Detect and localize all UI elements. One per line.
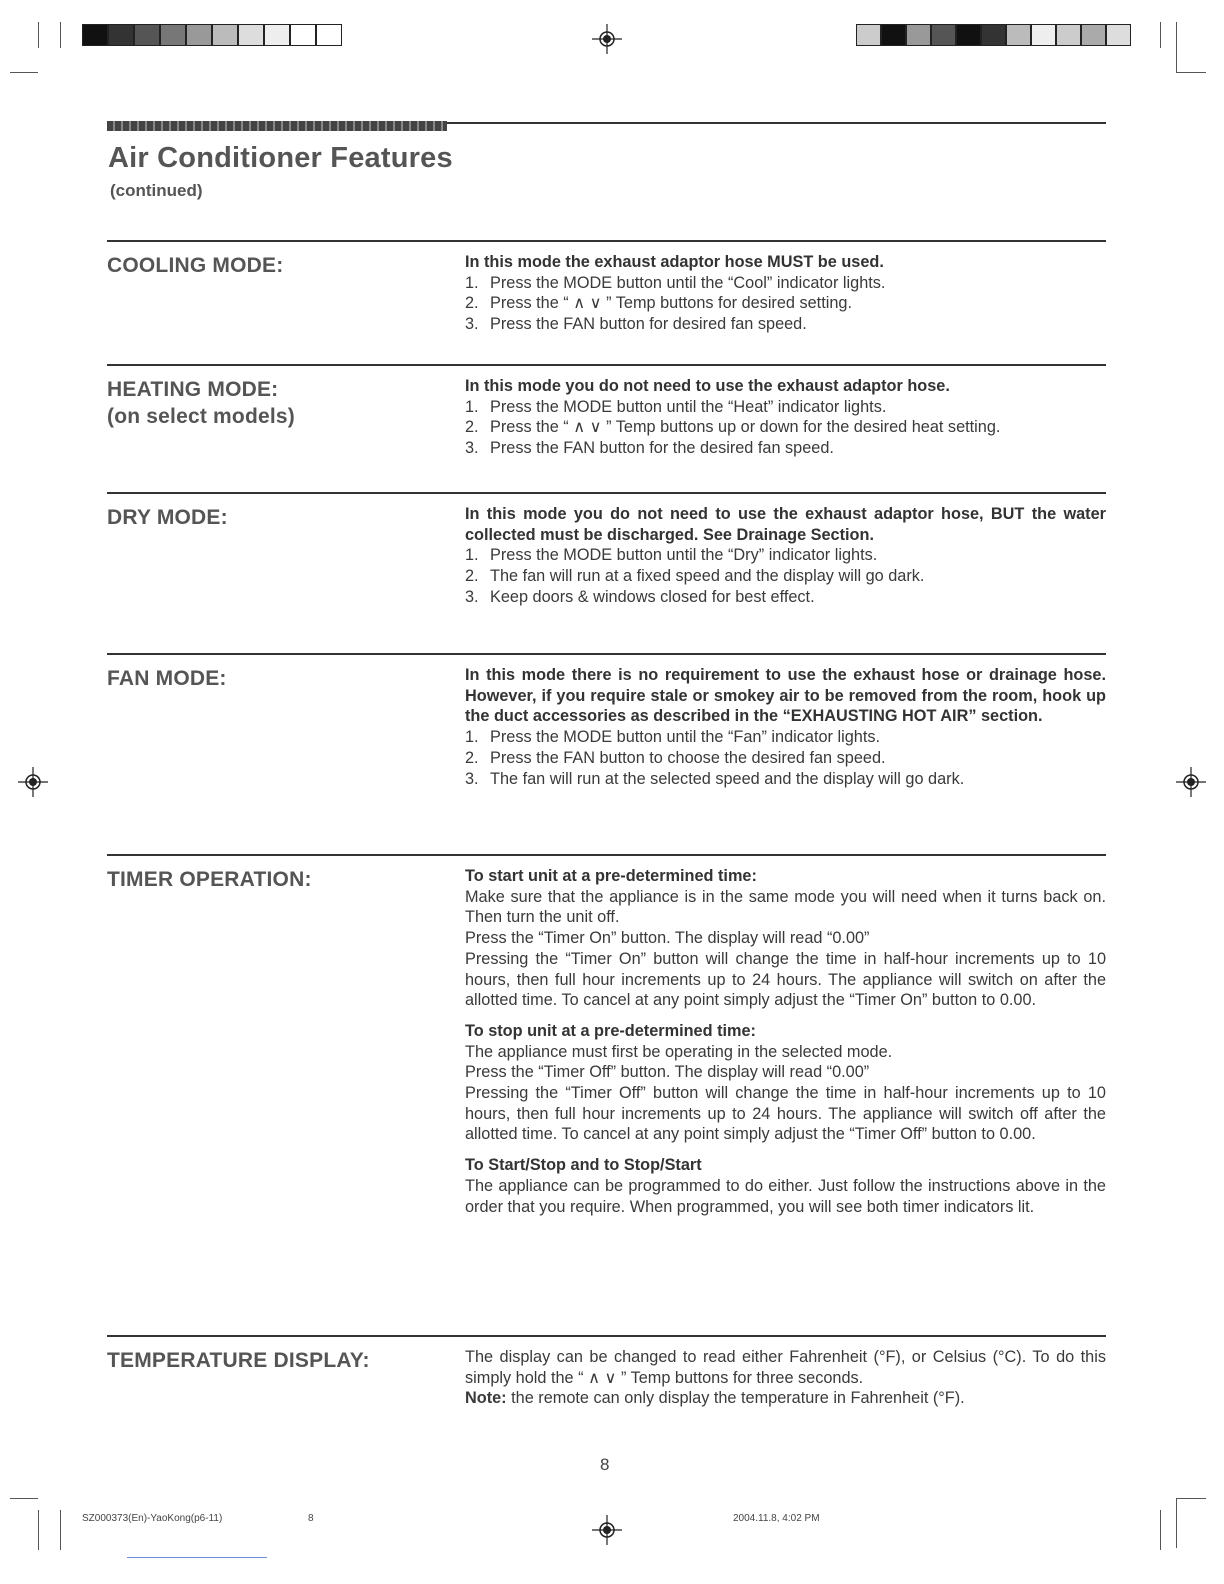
section-lead: In this mode you do not need to use the exhaust adaptor hose, BUT the water collected must be discharged. See Drainage Section.	[465, 505, 1106, 544]
list-item: 2. Press the “ ∧ ∨ ” Temp buttons for desired setting.	[465, 294, 852, 313]
section-label: TEMPERATURE DISPLAY:	[107, 1349, 370, 1372]
section-label: HEATING MODE: (on select models)	[107, 378, 295, 428]
paragraph: Make sure that the appliance is in the same mode you will need when it turns back on. Then turn the unit off.	[465, 887, 1106, 927]
paragraph: The appliance must first be operating in the selected mode.	[465, 1042, 893, 1061]
paragraph: The appliance can be programmed to do either. Just follow the instructions above in the order that you require. When programmed, you will see both timer indicators lit.	[465, 1176, 1106, 1216]
page-title: Air Conditioner Features	[108, 142, 453, 174]
paragraph: Pressing the “Timer On” button will change the time in half-hour increments up to 10 hours, then full hour increments up to 24 hours. The appliance will switch on after the allotted time. To cancel at any point simply adjust the “Timer On” button to 0.00.	[465, 949, 1106, 1010]
section-cooling-mode	[107, 240, 1106, 352]
file-code: SZ000373(En)-YaoKong(p6-11)	[82, 1513, 223, 1524]
section-body	[465, 376, 1106, 459]
print-timestamp: 2004.11.8, 4:02 PM	[733, 1513, 820, 1524]
subsection-heading: To start unit at a pre-determined time:	[465, 867, 757, 885]
section-lead: In this mode you do not need to use the exhaust adaptor hose.	[465, 377, 950, 395]
list-item: 2. Press the FAN button to choose the desired fan speed.	[465, 748, 886, 767]
list-item: 3. Press the FAN button for desired fan speed.	[465, 315, 807, 334]
section-label: FAN MODE:	[107, 667, 227, 690]
section-body	[465, 1347, 1106, 1409]
color-bar-left	[82, 24, 342, 46]
paragraph: Pressing the “Timer Off” button will change the time in half-hour increments up to 10 hours, then full hour increments up to 24 hours. The appliance will switch off after the allotted time. To cancel at any point simply adjust the “Timer Off” button to 0.00.	[465, 1084, 1106, 1144]
header-rule-thin	[447, 122, 1106, 124]
section-body	[465, 866, 1106, 1217]
section-label: COOLING MODE:	[107, 254, 284, 277]
paragraph: Press the “Timer Off” button. The display will read “0.00”	[465, 1063, 870, 1082]
paragraph: Press the “Timer On” button. The display will read “0.00”	[465, 929, 870, 948]
page-number: 8	[600, 1455, 610, 1474]
registration-mark-icon	[1176, 767, 1206, 797]
paragraph: The display can be changed to read either Fahrenheit (°F), or Celsius (°C). To do this simply hold the “ ∧ ∨ ” Temp buttons for three seconds.	[465, 1348, 1106, 1387]
page-subtitle: (continued)	[110, 181, 203, 200]
section-body	[465, 504, 1106, 608]
list-item: 2. Press the “ ∧ ∨ ” Temp buttons up or down for the desired heat setting.	[465, 418, 1001, 437]
section-body	[465, 252, 1106, 335]
note: Note: the remote can only display the temperature in Fahrenheit (°F).	[465, 1389, 965, 1408]
list-item: 2. The fan will run at a fixed speed and the display will go dark.	[465, 567, 925, 586]
registration-mark-icon	[18, 767, 48, 797]
section-fan-mode	[107, 653, 1106, 845]
section-dry-mode	[107, 492, 1106, 644]
color-bar-right	[856, 24, 1131, 46]
header-rule-thick	[107, 121, 447, 131]
list-item: 1. Press the MODE button until the “Cool” indicator lights.	[465, 273, 886, 292]
section-label: DRY MODE:	[107, 506, 228, 529]
subsection-heading: To stop unit at a pre-determined time:	[465, 1021, 756, 1040]
list-item: 1. Press the MODE button until the “Heat” indicator lights.	[465, 397, 887, 416]
section-lead: In this mode there is no requirement to use the exhaust hose or drainage hose. However, if you require stale or smokey air to be removed from the room, hook up the duct accessories as described in the “EXHAUSTING HOT AIR” section.	[465, 666, 1106, 726]
sheet-number: 8	[308, 1513, 314, 1524]
list-item: 1. Press the MODE button until the “Fan” indicator lights.	[465, 728, 881, 747]
registration-mark-icon	[592, 24, 622, 54]
section-label: TIMER OPERATION:	[107, 868, 312, 891]
section-body	[465, 665, 1106, 789]
subsection-heading: To Start/Stop and to Stop/Start	[465, 1156, 702, 1175]
list-item: 1. Press the MODE button until the “Dry” indicator lights.	[465, 546, 878, 565]
registration-mark-icon	[592, 1515, 622, 1545]
list-item: 3. The fan will run at the selected speed and the display will go dark.	[465, 769, 965, 788]
section-temperature-display	[107, 1335, 1106, 1427]
section-heating-mode	[107, 364, 1106, 486]
section-lead: In this mode the exhaust adaptor hose MUST be used.	[465, 253, 884, 271]
list-item: 3. Keep doors & windows closed for best effect.	[465, 587, 815, 606]
list-item: 3. Press the FAN button for the desired fan speed.	[465, 439, 834, 458]
section-timer-operation	[107, 854, 1106, 1326]
footer-divider	[127, 1557, 267, 1558]
